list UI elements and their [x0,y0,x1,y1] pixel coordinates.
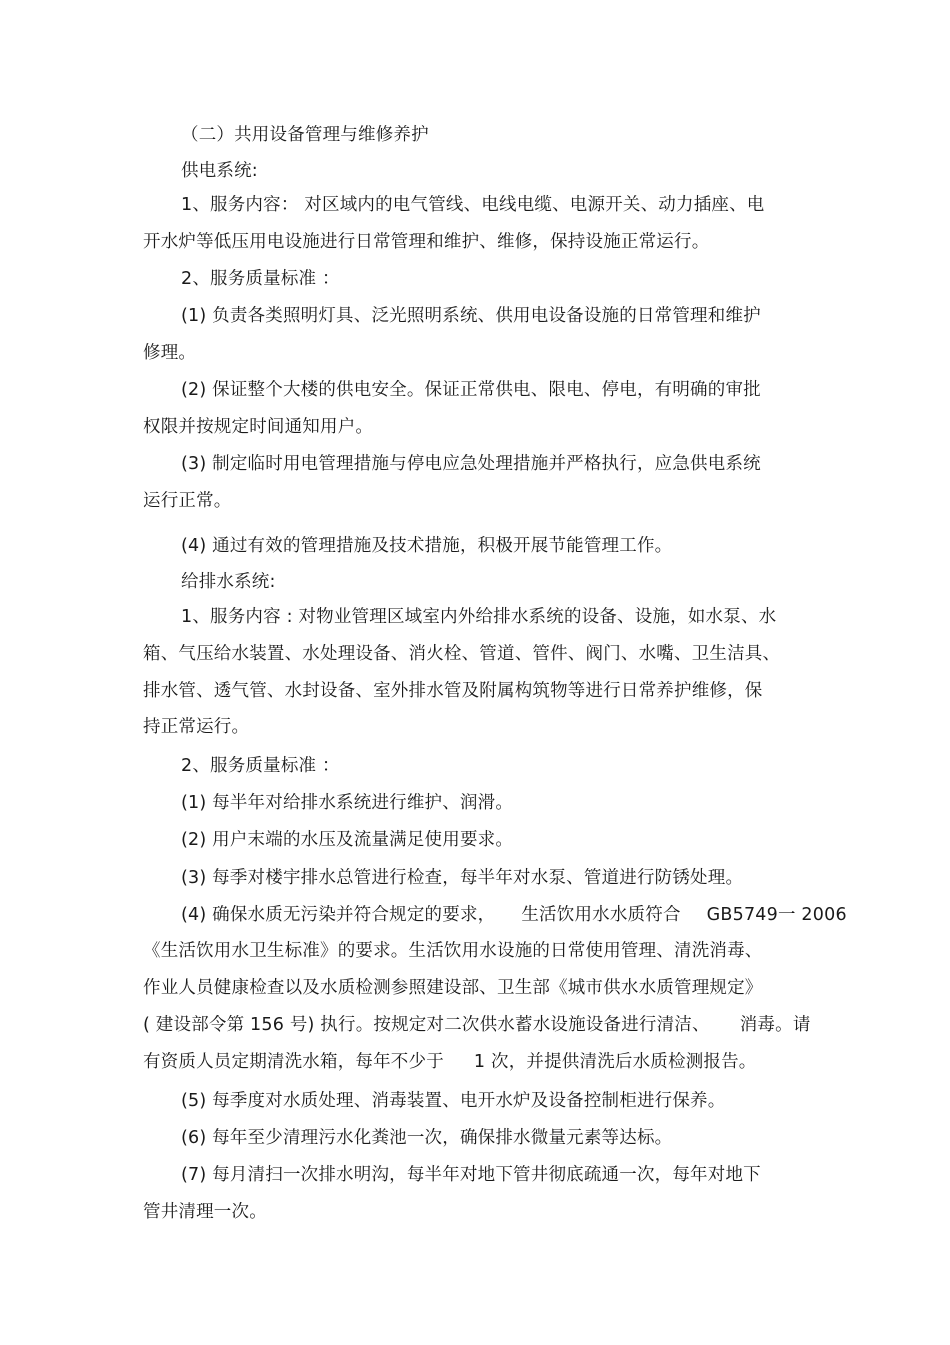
water-item-4-line1-part-b: 生活饮用水水质符合 [521,905,681,925]
water-item-4-line5 [143,1050,757,1074]
section-title: （二）共用设备管理与维修养护 [181,125,429,145]
water-item-4-line1 [181,903,847,927]
power-item-3-line1: (3) 制定临时用电管理措施与停电应急处理措施并严格执行，应急供电系统 [181,454,761,474]
power-heading: 供电系统: [181,161,258,181]
water-item-4-line3: 作业人员健康检查以及水质检测参照建设部、卫生部《城市供水水质管理规定》 [143,978,763,998]
power-item-1-line1: (1) 负责各类照明灯具、泛光照明系统、供用电设备设施的日常管理和维护 [181,306,761,326]
water-heading: 给排水系统: [181,572,276,592]
power-service-content-line1: 1、服务内容： 对区域内的电气管线、电线电缆、电源开关、动力插座、电 [181,195,765,215]
water-quality-heading: 2、服务质量标准 ： [181,756,340,776]
water-item-4-line5-part-b: 1 次，并提供清洗后水质检测报告。 [473,1052,757,1072]
water-item-7-line1: (7) 每月清扫一次排水明沟，每半年对地下管井彻底疏通一次，每年对地下 [181,1165,761,1185]
power-service-content-line2: 开水炉等低压用电设施进行日常管理和维护、维修，保持设施正常运行。 [143,232,710,252]
water-item-7-line2: 管井清理一次。 [143,1202,267,1222]
water-item-2: (2) 用户末端的水压及流量满足使用要求。 [181,830,514,850]
water-item-4-line1-part-c: GB5749一 2006 [706,905,847,925]
power-item-4: (4) 通过有效的管理措施及技术措施，积极开展节能管理工作。 [181,536,673,556]
water-item-4-line4-part-a: ( 建设部令第 156 号) 执行。按规定对二次供水蓄水设施设备进行清洁、 [143,1015,710,1035]
water-service-content-line1: 1、服务内容 : 对物业管理区域室内外给排水系统的设备、设施，如水泵、水 [181,607,777,627]
water-item-5: (5) 每季度对水质处理、消毒装置、电开水炉及设备控制柜进行保养。 [181,1091,726,1111]
water-service-content-line4: 持正常运行。 [143,717,250,737]
water-item-4-line5-part-a: 有资质人员定期清洗水箱，每年不少于 [143,1052,444,1072]
power-item-1-line2: 修理。 [143,343,197,363]
power-item-2-line1: (2) 保证整个大楼的供电安全。保证正常供电、限电、停电，有明确的审批 [181,380,761,400]
power-item-2-line2: 权限并按规定时间通知用户。 [143,417,374,437]
power-quality-heading: 2、服务质量标准 ： [181,269,340,289]
water-service-content-line3: 排水管、透气管、水封设备、室外排水管及附属构筑物等进行日常养护维修，保 [143,681,763,701]
water-item-6: (6) 每年至少清理污水化粪池一次，确保排水微量元素等达标。 [181,1128,673,1148]
water-item-4-line1-part-a: (4) 确保水质无污染并符合规定的要求， [181,905,496,925]
water-item-4-line4-part-b: 消毒。请 [739,1015,811,1035]
water-item-1: (1) 每半年对给排水系统进行维护、润滑。 [181,793,514,813]
water-item-3: (3) 每季对楼宇排水总管进行检查，每半年对水泵、管道进行防锈处理。 [181,868,744,888]
water-service-content-line2: 箱、气压给水装置、水处理设备、消火栓、管道、管件、阀门、水嘴、卫生洁具、 [143,644,781,664]
water-item-4-line4 [143,1013,811,1037]
power-item-3-line2: 运行正常。 [143,491,232,511]
water-item-4-line2: 《生活饮用水卫生标准》的要求。生活饮用水设施的日常使用管理、清洗消毒、 [143,941,763,961]
